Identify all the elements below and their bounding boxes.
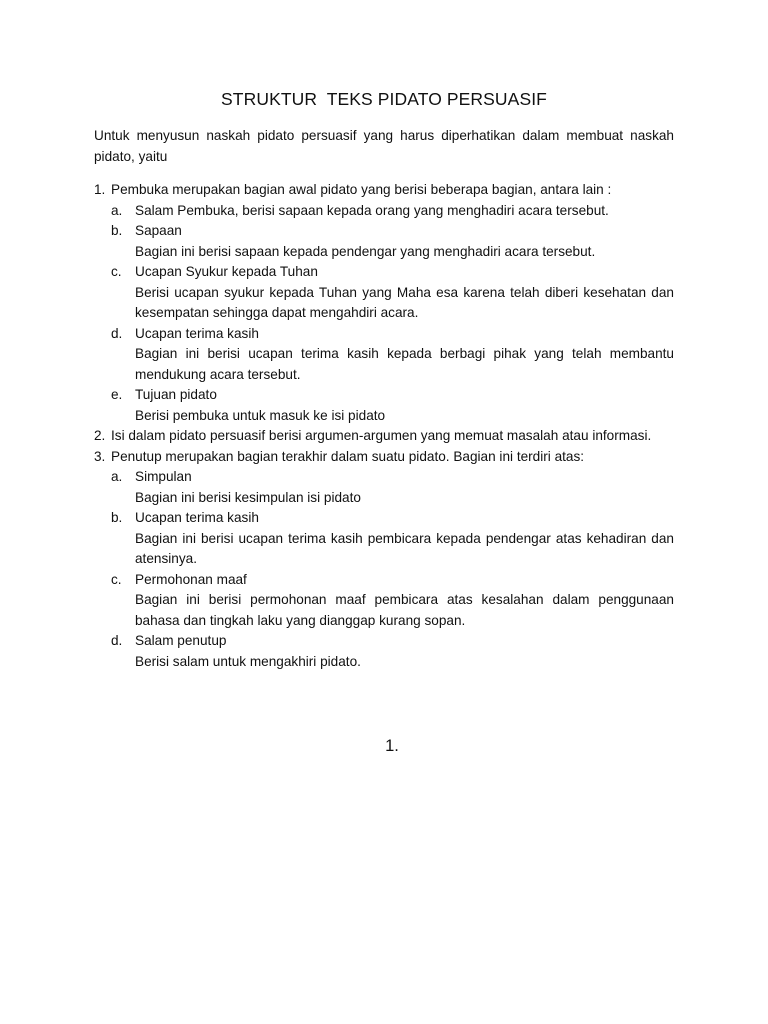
sub-item-letter: b. <box>111 510 123 525</box>
structure-list <box>94 180 674 672</box>
page-title: STRUKTUR TEKS PIDATO PERSUASIF <box>221 89 547 109</box>
list-item-number: 3. <box>94 448 106 464</box>
sub-item-title: Ucapan terima kasih <box>135 510 259 525</box>
sub-list-item <box>111 324 674 386</box>
sub-item-description: Bagian ini berisi sapaan kepada pendengar yang menghadiri acara tersebut. <box>135 243 596 259</box>
sub-item-title: Ucapan terima kasih <box>135 325 259 341</box>
list-item <box>94 447 674 673</box>
sub-item-title: Salam Pembuka, berisi sapaan kepada orang yang menghadiri acara tersebut. <box>135 202 609 218</box>
sub-item-letter: b. <box>111 223 123 238</box>
intro-paragraph: Untuk menyusun naskah pidato persuasif yang harus diperhatikan dalam membuat naskah pidato, yaitu <box>94 128 674 164</box>
sub-item-description: Bagian ini berisi ucapan terima kasih kepada berbagi pihak yang telah membantu mendukung acara tersebut. <box>135 346 674 382</box>
sub-item-title: Sapaan <box>135 223 182 238</box>
sub-list-item <box>111 508 674 570</box>
sub-item-letter: e. <box>111 387 123 402</box>
list-item-text: Isi dalam pidato persuasif berisi argumen-argumen yang memuat masalah atau informasi. <box>111 428 652 443</box>
sub-list <box>111 201 674 427</box>
sub-list-item <box>111 467 674 508</box>
sub-item-description: Bagian ini berisi permohonan maaf pembicara atas kesalahan dalam penggunaan bahasa dan tingkah laku yang dianggap kurang sopan. <box>135 592 674 628</box>
sub-item-letter: c. <box>111 264 122 279</box>
sub-list-item <box>111 201 674 222</box>
sub-list-item <box>111 385 674 426</box>
list-item-text: Penutup merupakan bagian terakhir dalam suatu pidato. Bagian ini terdiri atas: <box>111 448 585 464</box>
sub-item-description: Berisi salam untuk mengakhiri pidato. <box>135 653 361 669</box>
sub-item-description: Berisi pembuka untuk masuk ke isi pidato <box>135 407 386 423</box>
list-item-number: 1. <box>94 182 106 197</box>
sub-item-title: Tujuan pidato <box>135 387 217 402</box>
sub-item-description: Berisi ucapan syukur kepada Tuhan yang Maha esa karena telah diberi kesehatan dan kesempatan sehingga dapat mengahdiri acara. <box>135 284 674 320</box>
sub-item-letter: d. <box>111 633 123 648</box>
sub-item-letter: c. <box>111 571 122 587</box>
list-item <box>94 426 674 447</box>
list-item-number: 2. <box>94 428 106 443</box>
sub-list-item <box>111 570 674 632</box>
sub-item-letter: a. <box>111 202 123 218</box>
sub-list-item <box>111 631 674 672</box>
sub-item-title: Ucapan Syukur kepada Tuhan <box>135 264 318 279</box>
sub-item-title: Simpulan <box>135 469 192 484</box>
sub-item-title: Salam penutup <box>135 633 227 648</box>
sub-item-letter: a. <box>111 469 123 484</box>
sub-item-description: Bagian ini berisi kesimpulan isi pidato <box>135 489 361 505</box>
sub-list <box>111 467 674 672</box>
page-number: 1. <box>385 737 399 755</box>
sub-item-letter: d. <box>111 325 123 341</box>
list-item <box>94 180 674 426</box>
sub-item-title: Permohonan maaf <box>135 571 247 587</box>
sub-item-description: Bagian ini berisi ucapan terima kasih pembicara kepada pendengar atas kehadiran dan atensinya. <box>135 530 674 566</box>
sub-list-item <box>111 221 674 262</box>
list-item-text: Pembuka merupakan bagian awal pidato yang berisi beberapa bagian, antara lain : <box>111 182 612 197</box>
sub-list-item <box>111 262 674 324</box>
